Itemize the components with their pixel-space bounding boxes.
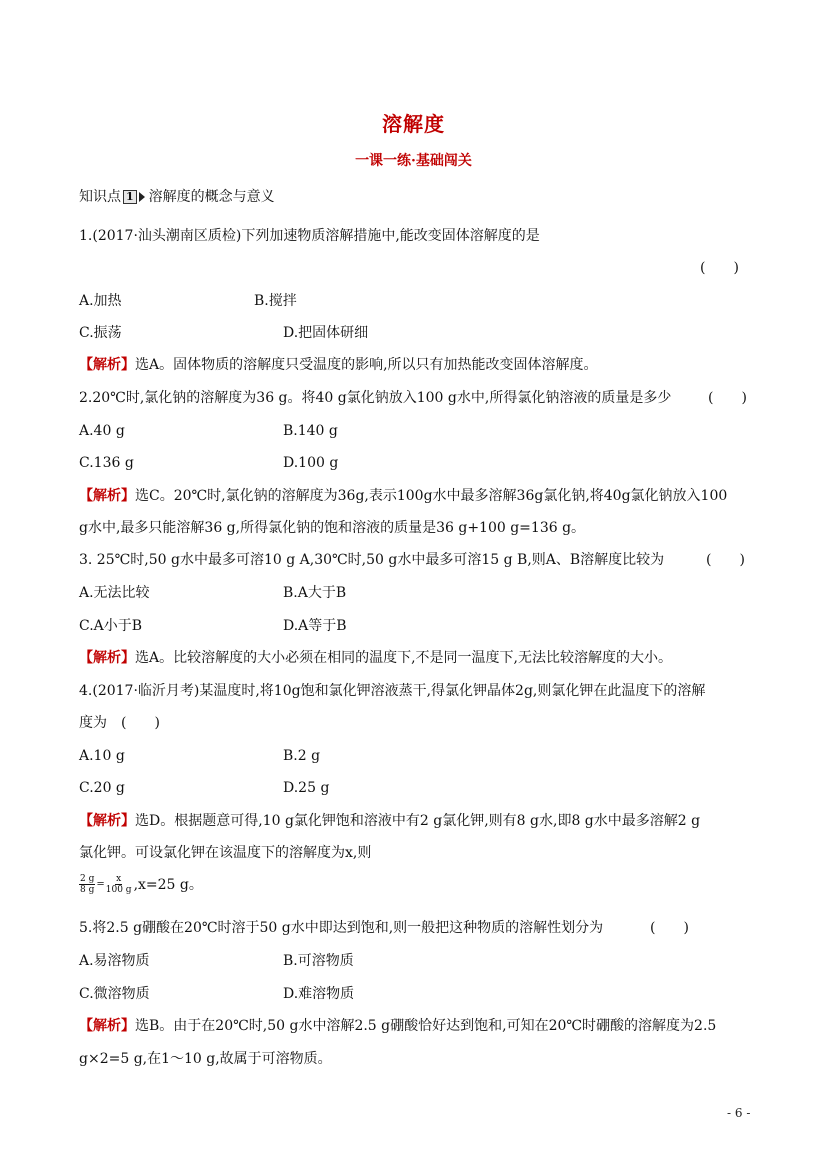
fraction-right bbox=[105, 874, 133, 895]
question-1-options-row-1 bbox=[79, 291, 297, 311]
question-1-stem: 1.(2017·汕头潮南区质检)下列加速物质溶解措施中,能改变固体溶解度的是 bbox=[79, 228, 540, 244]
question-2-options-row-2 bbox=[79, 453, 339, 473]
analysis-text: 选C。20℃时,氯化钠的溶解度为36g,表示100g水中最多溶解36g氯化钠,将40g氯化钠放入100 bbox=[135, 488, 728, 504]
option-a: A.10 g bbox=[79, 748, 125, 764]
question-1-answer-blank: ( ) bbox=[700, 260, 739, 276]
option-a: A.无法比较 bbox=[79, 585, 150, 601]
option-b: B.2 g bbox=[283, 748, 321, 764]
option-a: A.40 g bbox=[79, 423, 125, 439]
analysis-tag: 【解析】 bbox=[79, 1018, 135, 1034]
option-b: B.搅拌 bbox=[254, 293, 297, 309]
analysis-tag: 【解析】 bbox=[79, 488, 135, 504]
analysis-tag: 【解析】 bbox=[79, 813, 135, 829]
option-c: C.振荡 bbox=[79, 325, 122, 341]
fraction-left bbox=[79, 874, 95, 895]
question-3-stem bbox=[79, 550, 745, 570]
question-stem-text: 3. 25℃时,50 g水中最多可溶10 g A,30℃时,50 g水中最多可溶15 g B,则A、B溶解度比较为 bbox=[79, 552, 665, 568]
question-2-analysis-line-1 bbox=[79, 486, 727, 506]
question-2-stem bbox=[79, 388, 747, 408]
question-1-options-row-2 bbox=[79, 323, 369, 343]
analysis-tag: 【解析】 bbox=[79, 650, 135, 666]
question-4-options-row-1 bbox=[79, 746, 321, 766]
question-3-options-row-2 bbox=[79, 616, 347, 636]
fraction-denominator: 8 g bbox=[80, 885, 95, 895]
option-b: B.140 g bbox=[283, 423, 338, 439]
question-stem-text: 5.将2.5 g硼酸在20℃时溶于50 g水中即达到饱和,则一般把这种物质的溶解性划分为 bbox=[79, 920, 604, 936]
option-d: D.A等于B bbox=[283, 618, 347, 634]
analysis-text: 选A。固体物质的溶解度只受温度的影响,所以只有加热能改变固体溶解度。 bbox=[135, 357, 598, 373]
question-2-analysis-line-2: g水中,最多只能溶解36 g,所得氯化钠的饱和溶液的质量是36 g+100 g=136 g。 bbox=[79, 520, 586, 536]
option-c: C.微溶物质 bbox=[79, 986, 150, 1002]
option-d: D.100 g bbox=[283, 455, 339, 471]
question-5-answer-blank: ( ) bbox=[650, 920, 689, 936]
analysis-text: 选B。由于在20℃时,50 g水中溶解2.5 g硼酸恰好达到饱和,可知在20℃时硼酸的溶解度为2.5 bbox=[135, 1018, 717, 1034]
question-5-stem bbox=[79, 918, 689, 938]
question-3-answer-blank: ( ) bbox=[706, 552, 745, 568]
question-2-answer-blank: ( ) bbox=[708, 390, 747, 406]
question-5-analysis-line-1 bbox=[79, 1016, 716, 1036]
option-d: D.25 g bbox=[283, 780, 330, 796]
knowledge-point-topic: 溶解度的概念与意义 bbox=[148, 189, 275, 205]
question-4-stem-line-1: 4.(2017·临沂月考)某温度时,将10g饱和氯化钾溶液蒸干,得氯化钾晶体2g,则氯化钾在此温度下的溶解 bbox=[79, 683, 706, 699]
equals-sign: = bbox=[96, 878, 105, 890]
analysis-text: 选A。比较溶解度的大小必须在相同的温度下,不是同一温度下,无法比较溶解度的大小。 bbox=[135, 650, 673, 666]
fraction-numerator: 2 g bbox=[80, 874, 95, 884]
option-a: A.易溶物质 bbox=[79, 953, 150, 969]
question-4-equation bbox=[79, 874, 203, 895]
question-5-options-row-2 bbox=[79, 984, 355, 1004]
question-2-options-row-1 bbox=[79, 421, 338, 441]
question-4-analysis-line-2: 氯化钾。可设氯化钾在该温度下的溶解度为x,则 bbox=[79, 845, 372, 861]
page-title: 溶解度 bbox=[382, 112, 445, 136]
analysis-tag: 【解析】 bbox=[79, 357, 135, 373]
question-5-options-row-1 bbox=[79, 951, 354, 971]
knowledge-point-label: 知识点 bbox=[79, 189, 121, 205]
question-5-analysis-line-2: g×2=5 g,在1～10 g,故属于可溶物质。 bbox=[79, 1051, 332, 1067]
option-b: B.可溶物质 bbox=[283, 953, 354, 969]
option-b: B.A大于B bbox=[283, 585, 347, 601]
analysis-text: 选D。根据题意可得,10 g氯化钾饱和溶液中有2 g氯化钾,则有8 g水,即8 g水中最多溶解2 g bbox=[135, 813, 701, 829]
option-c: C.A小于B bbox=[79, 618, 143, 634]
page-number: - 6 - bbox=[727, 1106, 751, 1120]
option-c: C.136 g bbox=[79, 455, 134, 471]
question-1-analysis bbox=[79, 355, 598, 375]
triangle-arrow-icon bbox=[139, 192, 145, 202]
page-subtitle: 一课一练·基础闯关 bbox=[355, 153, 472, 169]
question-stem-text: 2.20℃时,氯化钠的溶解度为36 g。将40 g氯化钠放入100 g水中,所得氯化钠溶液的质量是多少 bbox=[79, 390, 672, 406]
option-d: D.难溶物质 bbox=[283, 986, 355, 1002]
fraction-numerator: x bbox=[116, 874, 122, 884]
question-3-analysis bbox=[79, 648, 672, 668]
option-c: C.20 g bbox=[79, 780, 125, 796]
question-4-stem-line-2: 度为 ( ) bbox=[79, 715, 160, 731]
option-d: D.把固体研细 bbox=[283, 325, 369, 341]
option-a: A.加热 bbox=[79, 293, 122, 309]
question-4-options-row-2 bbox=[79, 778, 330, 798]
question-4-analysis-line-1 bbox=[79, 811, 700, 831]
question-3-options-row-1 bbox=[79, 583, 347, 603]
fraction-denominator: 100 g bbox=[105, 885, 132, 895]
equation-result: ,x=25 g。 bbox=[133, 876, 203, 893]
knowledge-point-number: 1 bbox=[123, 190, 137, 204]
knowledge-point-heading bbox=[79, 187, 275, 207]
